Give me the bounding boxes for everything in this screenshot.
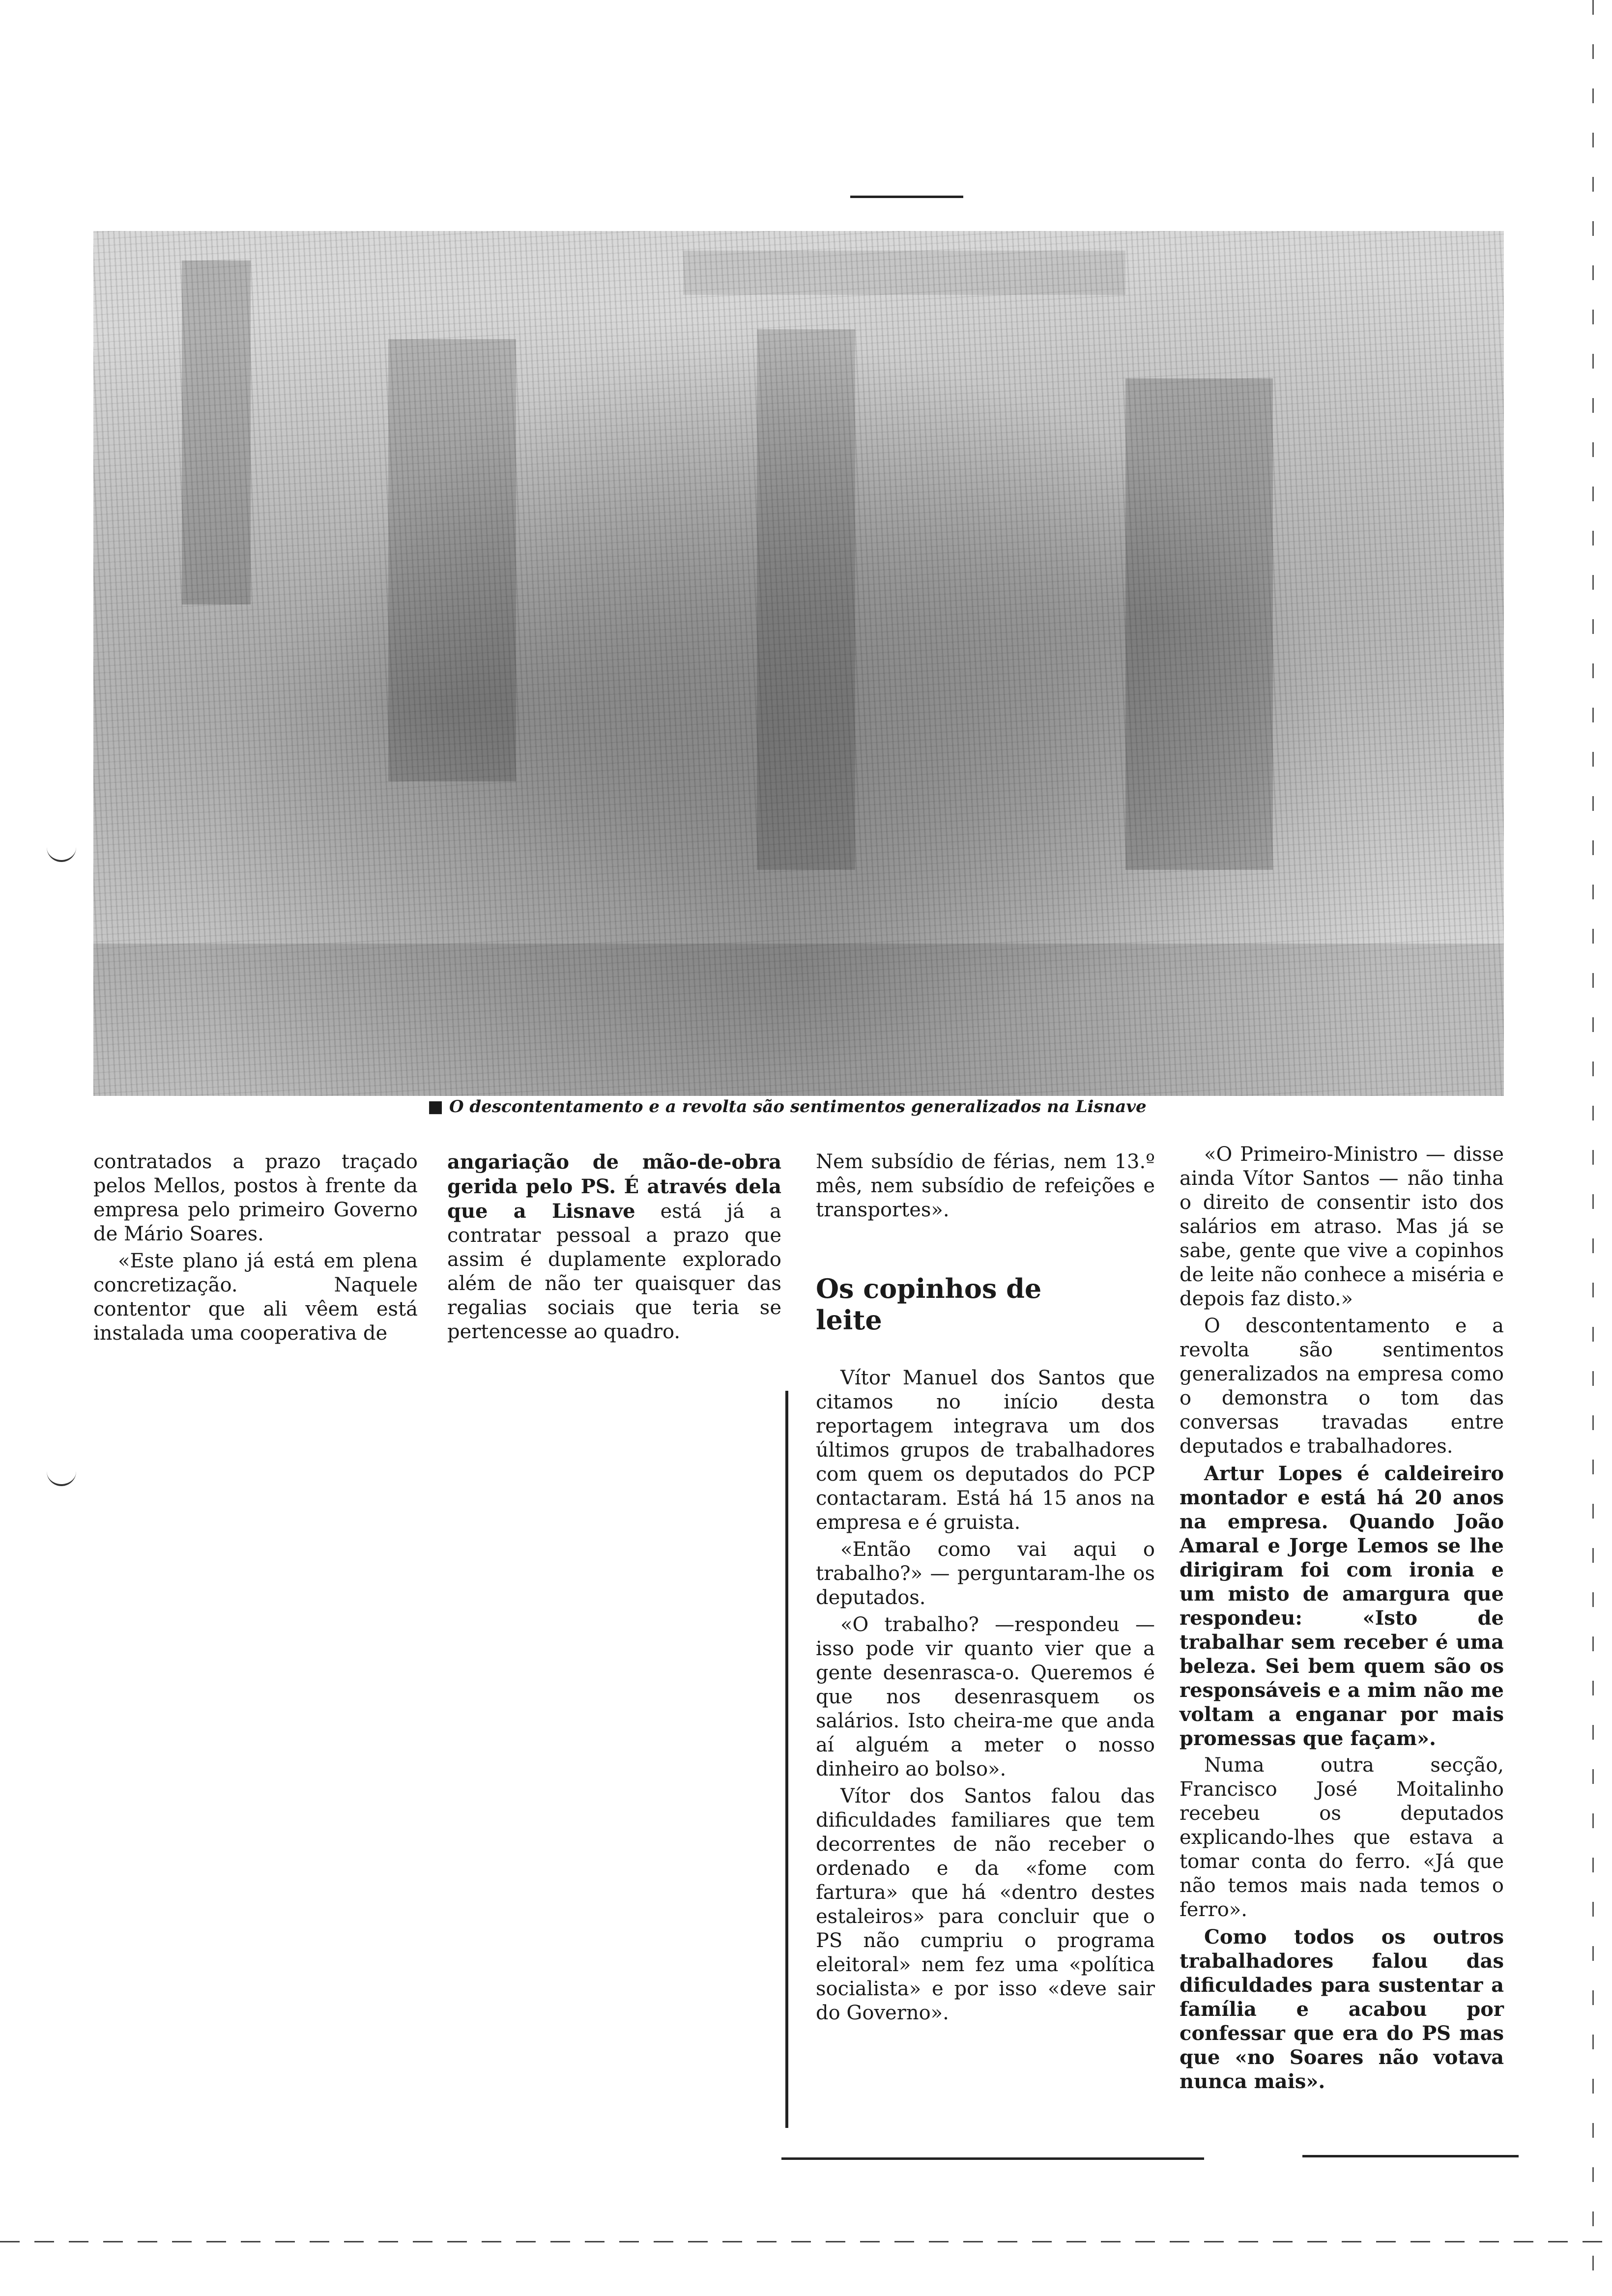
caption-marker: ■ xyxy=(428,1097,449,1117)
col4-paragraph-1: «O Primeiro-Ministro — disse ainda Vítor Santos — não tinha o direito de consentir isto dos salários em atraso. Mas já se sabe, gente que vive a copinhos de leite não conhece a miséria e depois faz disto.» xyxy=(1180,1143,1504,1310)
section-subheading: Os copinhos de leite xyxy=(816,1273,1042,1336)
col1-paragraph-1: contratados a prazo traçado pelos Mellos, postos à frente da empresa pelo primeiro Governo de Mário Soares. xyxy=(93,1150,418,1245)
col3-paragraph-4: «O trabalho? —respondeu — isso pode vir quanto vier que a gente desenrasca-o. Queremos é que nos desenrasquem os salários. Isto cheira-me que anda aí alguém a meter o nosso dinheiro ao bolso». xyxy=(816,1613,1155,1780)
col3-paragraph-3: «Então como vai aqui o trabalho?» — perguntaram-lhe os deputados. xyxy=(816,1538,1155,1609)
column-2 xyxy=(447,1150,781,1347)
col4-paragraph-5: Como todos os outros trabalhadores falou das dificuldades para sustentar a família e acabou por confessar que era do PS mas que «no Soares não votava nunca mais». xyxy=(1180,1925,1504,2093)
col3-paragraph-1: Nem subsídio de férias, nem 13.º mês, nem subsídio de refeições e transportes». xyxy=(816,1150,1155,1221)
column-1 xyxy=(93,1150,418,1349)
col2-paragraph-1 xyxy=(447,1150,781,1344)
col4-paragraph-4: Numa outra secção, Francisco José Moitalinho recebeu os deputados explicando-lhes que estava a tomar conta do ferro. «Já que não temos mais nada temos o ferro». xyxy=(1180,1754,1504,1921)
col1-paragraph-2: «Este plano já está em plena concretização. Naquele contentor que ali vêem está instalada uma cooperativa de xyxy=(93,1250,418,1345)
col3-paragraph-2: Vítor Manuel dos Santos que citamos no início desta reportagem integrava um dos últimos grupos de trabalhadores com quem os deputados do PCP contactaram. Está há 15 anos na empresa e é gruista. xyxy=(816,1367,1155,1534)
bottom-rule-right xyxy=(1302,2155,1519,2157)
column-4 xyxy=(1180,1143,1504,2096)
binder-hole-mark xyxy=(47,845,76,862)
scan-edge-right xyxy=(1592,0,1594,2296)
binder-hole-mark xyxy=(47,1469,76,1486)
col3-paragraph-5: Vítor dos Santos falou das dificuldades familiares que tem decorrentes de não receber o ordenado e da «fome com fartura» que há «dentro destes estaleiros» para concluir que o PS não cumpriu o programa eleitoral» nem fez uma «política socialista» e por isso «deve sair do Governo». xyxy=(816,1785,1155,2024)
col4-paragraph-2: O descontentamento e a revolta são sentimentos generalizados na empresa como o demonstra o tom das conversas travadas entre deputados e trabalhadores. xyxy=(1180,1315,1504,1458)
column-divider xyxy=(785,1391,788,2128)
column-3-body xyxy=(816,1366,1155,2028)
bottom-rule-left xyxy=(781,2157,1204,2160)
photo-caption: ■ O descontentamento e a revolta são sentimentos generalizados na Lisnave xyxy=(428,1097,1147,1117)
top-rule xyxy=(850,196,963,198)
col2-bold-lead: angariação de mão-de-obra gerida pelo PS. É através dela que a Lisnave xyxy=(447,1150,781,1223)
news-photo xyxy=(93,231,1504,1096)
scan-edge-bottom xyxy=(0,2241,1612,2242)
column-3-top xyxy=(816,1150,1155,1225)
col2-continuation: está já a contratar pessoal a prazo que assim é duplamente explorado além de não ter quaisquer das regalias sociais que teria se pertencesse ao quadro. xyxy=(447,1200,781,1343)
col4-paragraph-3: Artur Lopes é caldeireiro montador e está há 20 anos na empresa. Quando João Amaral e Jorge Lemos se lhe dirigiram foi com ironia e um misto de amargura que respondeu: «Isto de trabalhar sem receber é uma beleza. Sei bem quem são os responsáveis e a mim não me voltam a enganar por mais promessas que façam». xyxy=(1180,1462,1504,1750)
